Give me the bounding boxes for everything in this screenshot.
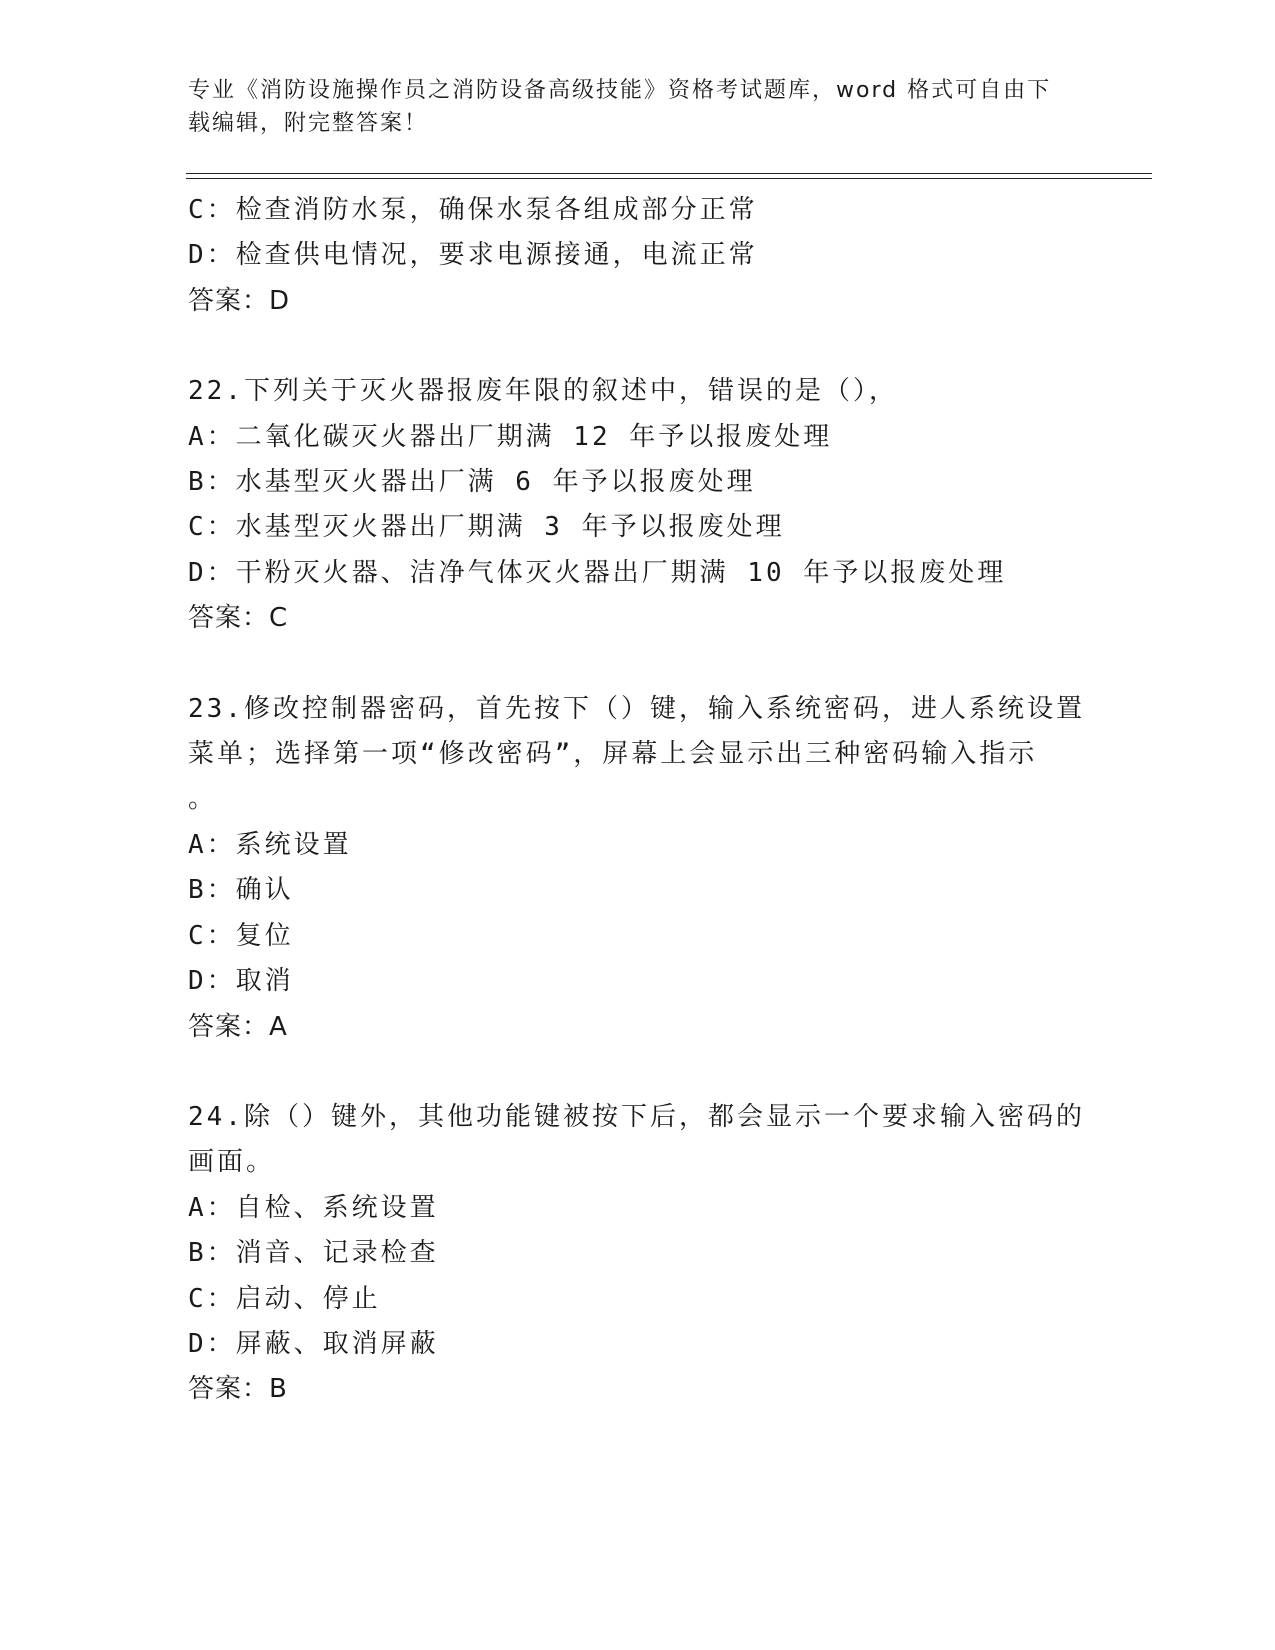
- option-b: B：水基型灭火器出厂满 6 年予以报废处理: [188, 467, 756, 498]
- option-a: A：自检、系统设置: [188, 1192, 439, 1223]
- option-c: C：启动、停止: [188, 1283, 381, 1314]
- question-21-tail: [188, 188, 1088, 324]
- question-23: [188, 687, 1088, 1050]
- question-stem-line-3: 。: [188, 784, 218, 815]
- header-rule-top: [186, 173, 1152, 174]
- option-b: B：确认: [188, 875, 294, 906]
- option-b: B：消音、记录检查: [188, 1238, 439, 1269]
- option-d: D：取消: [188, 966, 294, 997]
- option-a: A：系统设置: [188, 829, 352, 860]
- question-stem: 22.下列关于灭火器报废年限的叙述中，错误的是（），: [188, 376, 898, 407]
- question-list: [188, 188, 1088, 1413]
- option-a: A：二氧化碳灭火器出厂期满 12 年予以报废处理: [188, 421, 833, 452]
- question-stem-line-2: 画面。: [188, 1147, 276, 1178]
- option-c: C：检查消防水泵，确保水泵各组成部分正常: [188, 195, 758, 225]
- header-rule-bottom: [186, 178, 1152, 179]
- answer: 答案：C: [188, 603, 289, 634]
- document-header: [188, 74, 1068, 140]
- header-line-2: 载编辑，附完整答案！: [188, 111, 429, 136]
- answer: 答案：D: [188, 285, 291, 316]
- option-d: D：干粉灭火器、洁净气体灭火器出厂期满 10 年予以报废处理: [188, 557, 1007, 588]
- option-d: D：检查供电情况，要求电源接通，电流正常: [188, 240, 758, 271]
- question-stem-line-2: 菜单；选择第一项“修改密码”，屏幕上会显示出三种密码输入指示: [188, 739, 1038, 770]
- spacer: [188, 324, 1088, 369]
- question-24: [188, 1095, 1088, 1413]
- header-line-1: 专业《消防设施操作员之消防设备高级技能》资格考试题库，word 格式可自由下: [188, 78, 1052, 103]
- option-c: C：水基型灭火器出厂期满 3 年予以报废处理: [188, 512, 785, 543]
- question-22: [188, 369, 1088, 641]
- spacer: [188, 1050, 1088, 1095]
- question-stem-line-1: 23.修改控制器密码，首先按下（）键，输入系统密码，进人系统设置: [188, 693, 1085, 724]
- answer: 答案：B: [188, 1374, 288, 1405]
- spacer: [188, 642, 1088, 687]
- question-stem-line-1: 24.除（）键外，其他功能键被按下后，都会显示一个要求输入密码的: [188, 1101, 1085, 1132]
- option-c: C：复位: [188, 920, 294, 951]
- answer: 答案：A: [188, 1011, 288, 1042]
- option-d: D：屏蔽、取消屏蔽: [188, 1328, 439, 1359]
